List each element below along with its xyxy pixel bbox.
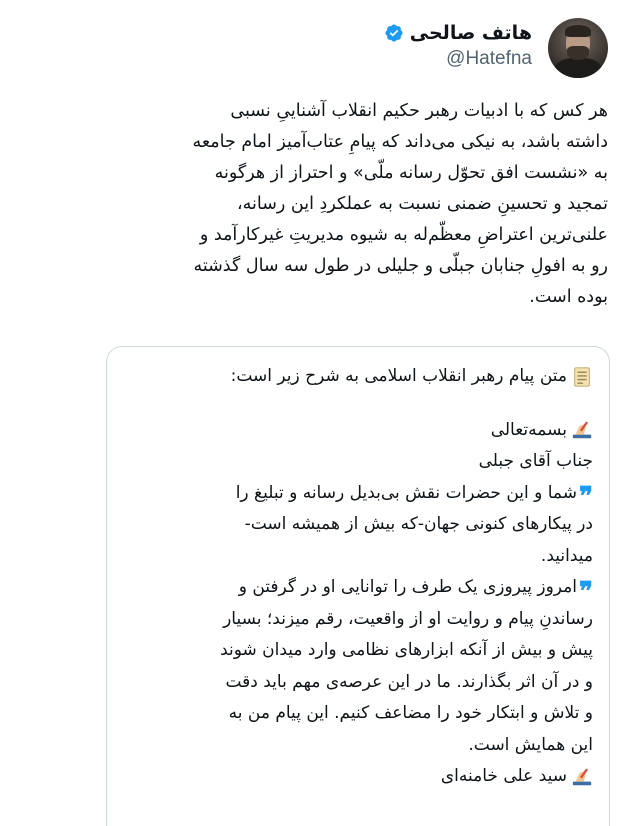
para2-line (123, 730, 593, 762)
para1-text: در پیکارهای کنونی جهان-که بیش از همیشه است- (244, 514, 593, 534)
signature-row (123, 761, 593, 793)
tweet-line: به «نشست افق تحوّل رسانه ملّی» و احتراز از هرگونه (214, 163, 608, 183)
para2-text: و تلاش و ابتکار خود را مضاعف کنیم. این پیام من به (228, 703, 593, 723)
para2-line (123, 635, 593, 667)
addressee-row (123, 446, 593, 478)
avatar-beard (567, 46, 589, 60)
writing-hand-icon (571, 766, 593, 788)
para1-line (123, 541, 593, 573)
quoted-intro-row (123, 361, 593, 393)
addressee: جناب آقای جبلی (478, 451, 593, 471)
tweet-line: تمجید و تحسینِ ضمنی نسبت به عملکردِ این رسانه، (237, 194, 608, 214)
memo-icon (571, 366, 593, 388)
signature: سید علی خامنه‌ای (440, 766, 567, 786)
avatar-body (554, 58, 602, 78)
para1-line (123, 478, 593, 513)
para2-line (123, 698, 593, 730)
para1-text: میدانید. (540, 545, 593, 566)
tweet-line: علنی‌ترین اعتراضِ معظّم‌له به شیوه مدیریتِ غیرکارآمد و (199, 225, 608, 245)
avatar[interactable] (548, 18, 608, 78)
tweet-line: رو به افولِ جنابان جبلّی و جلیلی در طول سه سال گذشته (193, 256, 608, 276)
para2-line (123, 667, 593, 699)
basmala: بسمه‌تعالی (490, 419, 567, 440)
tweet-line: بوده است. (529, 287, 608, 307)
para2-text: امروز پیروزی یک طرف را توانایی او در گرفتن و (238, 577, 577, 597)
tweet-line: داشته باشد، به نیکی می‌داند که پیامِ عتاب‌آمیز امام جامعه (192, 132, 608, 152)
quoted-message-card[interactable] (106, 346, 610, 826)
basmala-row (123, 415, 593, 447)
para1-line (123, 509, 593, 541)
spacer (123, 393, 593, 415)
para2-text: این همایش است. (468, 734, 593, 755)
tweet-text (40, 96, 608, 313)
tweet-line: هر کس که با ادبیات رهبر حکیم انقلاب آشناییِ نسبی (230, 101, 608, 121)
para2-line (123, 572, 593, 607)
quote-mark-icon: ❞ (579, 576, 593, 607)
para1-text: شما و این حضرات نقش بی‌بدیل رسانه و تبلیغ را (235, 482, 577, 503)
para2-text: پیش و بیش از آنکه ابزارهای نظامی وارد میدان شوند (220, 640, 593, 660)
name-row (384, 22, 532, 44)
quote-mark-icon: ❞ (579, 482, 593, 513)
author-display-name[interactable]: هاتف صالحی (409, 22, 532, 44)
writing-hand-icon (571, 419, 593, 441)
author-handle[interactable]: @Hatefna (446, 48, 532, 69)
verified-badge-icon (384, 23, 404, 43)
quoted-intro: متن پیام رهبر انقلاب اسلامی به شرح زیر است: (230, 366, 567, 386)
avatar-hair (565, 25, 591, 37)
para2-line (123, 604, 593, 636)
para2-text: و در آن اثر بگذارند. ما در این عرصه‌ی مهم باید دقت (225, 671, 593, 692)
tweet-header (32, 18, 608, 80)
para2-text: رساندنِ پیام و روایت او از واقعیت، رقم میزند؛ بسیار (223, 608, 593, 629)
author-block (384, 22, 532, 70)
